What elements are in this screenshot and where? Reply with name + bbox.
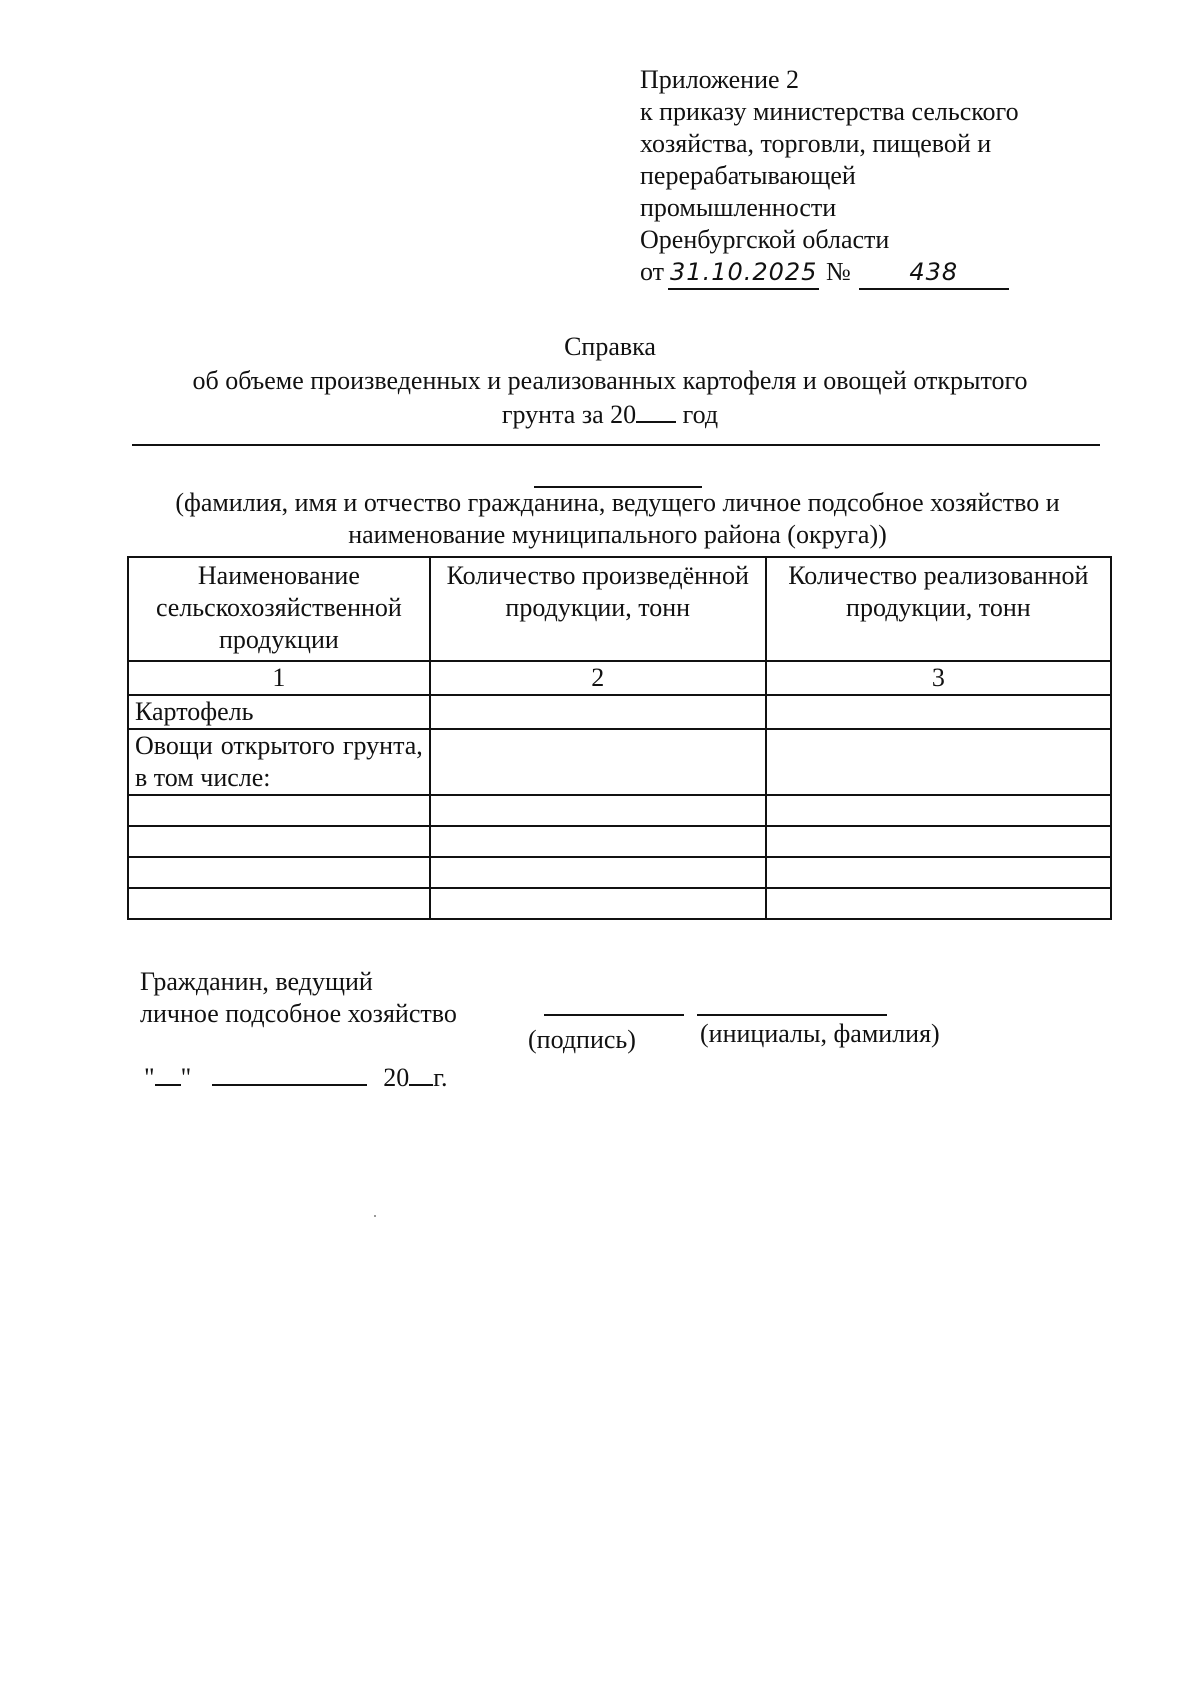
- sold-cell[interactable]: [766, 826, 1111, 857]
- caption-line: (фамилия, имя и отчество гражданина, ведущего личное подсобное хозяйство и: [175, 488, 1060, 517]
- table-row: [128, 857, 1111, 888]
- product-cell[interactable]: [128, 857, 430, 888]
- appendix-region: Оренбургской области: [640, 225, 890, 254]
- row-label-vegetables: Овощи открытого грунта, в том числе:: [128, 729, 430, 795]
- year-blank[interactable]: [409, 1062, 433, 1086]
- applicant-name-line[interactable]: [132, 444, 1100, 446]
- number-sign: №: [825, 257, 851, 286]
- order-date-number: [640, 256, 1100, 288]
- product-cell[interactable]: [128, 888, 430, 919]
- quote-open: ": [144, 1063, 155, 1092]
- produced-cell[interactable]: [430, 695, 766, 729]
- citizen-label-line: Гражданин, ведущий: [140, 967, 373, 996]
- sold-cell[interactable]: [766, 857, 1111, 888]
- title-year-line: [150, 398, 1070, 432]
- produced-cell[interactable]: [430, 826, 766, 857]
- column-number: 3: [766, 661, 1111, 695]
- row-label-potato: Картофель: [128, 695, 430, 729]
- header-produced-qty: Количество произведённой продукции, тонн: [430, 557, 766, 661]
- document-title: [150, 330, 1070, 432]
- from-prefix: от: [640, 257, 665, 286]
- appendix-order-line: к приказу министерства сельского: [640, 97, 1019, 126]
- applicant-caption: [130, 487, 1105, 551]
- column-number: 1: [128, 661, 430, 695]
- caption-line: наименование муниципального района (округа)): [348, 520, 887, 549]
- year-blank-line[interactable]: [636, 399, 676, 423]
- citizen-label: [140, 966, 457, 1030]
- title-subject: об объеме произведенных и реализованных картофеля и овощей открытого: [192, 366, 1028, 395]
- day-blank[interactable]: [155, 1062, 181, 1086]
- header-product-name: Наименование сельскохозяйственной продукции: [128, 557, 430, 661]
- sold-cell[interactable]: [766, 695, 1111, 729]
- signing-date: [144, 1062, 447, 1094]
- order-date-field: [668, 256, 819, 290]
- year-suffix: г.: [433, 1063, 448, 1092]
- product-cell[interactable]: [128, 826, 430, 857]
- produced-cell[interactable]: [430, 888, 766, 919]
- scan-speck: [374, 1215, 376, 1217]
- column-number: 2: [430, 661, 766, 695]
- table-row: [128, 795, 1111, 826]
- appendix-title: Приложение 2: [640, 65, 800, 94]
- appendix-block: [640, 64, 1100, 288]
- produced-cell[interactable]: [430, 795, 766, 826]
- appendix-order-line: перерабатывающей: [640, 161, 856, 190]
- appendix-order-line: промышленности: [640, 193, 837, 222]
- sold-cell[interactable]: [766, 795, 1111, 826]
- initials-surname-line[interactable]: [697, 1014, 887, 1016]
- produced-cell[interactable]: [430, 857, 766, 888]
- production-table: [127, 556, 1112, 920]
- signature-line[interactable]: [544, 1014, 684, 1016]
- appendix-order-line: хозяйства, торговли, пищевой и: [640, 129, 992, 158]
- signature-caption: (подпись): [528, 1025, 636, 1054]
- order-number-handwritten: 438: [909, 258, 959, 286]
- initials-caption: (инициалы, фамилия): [700, 1019, 940, 1048]
- title-heading: Справка: [564, 332, 656, 361]
- month-blank[interactable]: [212, 1062, 367, 1086]
- citizen-label-line: личное подсобное хозяйство: [140, 999, 457, 1028]
- table-row: [128, 695, 1111, 729]
- table-header-row: [128, 557, 1111, 661]
- title-year-suffix: год: [682, 400, 719, 429]
- order-number-field: [859, 256, 1009, 290]
- produced-cell[interactable]: [430, 729, 766, 795]
- table-row: [128, 729, 1111, 795]
- header-sold-qty: Количество реализованной продукции, тонн: [766, 557, 1111, 661]
- table-row: [128, 888, 1111, 919]
- title-year-prefix: грунта за 20: [501, 400, 637, 429]
- order-date-handwritten: 31.10.2025: [670, 258, 818, 286]
- year-prefix: 20: [383, 1063, 410, 1092]
- table-row: [128, 826, 1111, 857]
- sold-cell[interactable]: [766, 888, 1111, 919]
- quote-close: ": [180, 1063, 192, 1092]
- column-number-row: [128, 661, 1111, 695]
- product-cell[interactable]: [128, 795, 430, 826]
- sold-cell[interactable]: [766, 729, 1111, 795]
